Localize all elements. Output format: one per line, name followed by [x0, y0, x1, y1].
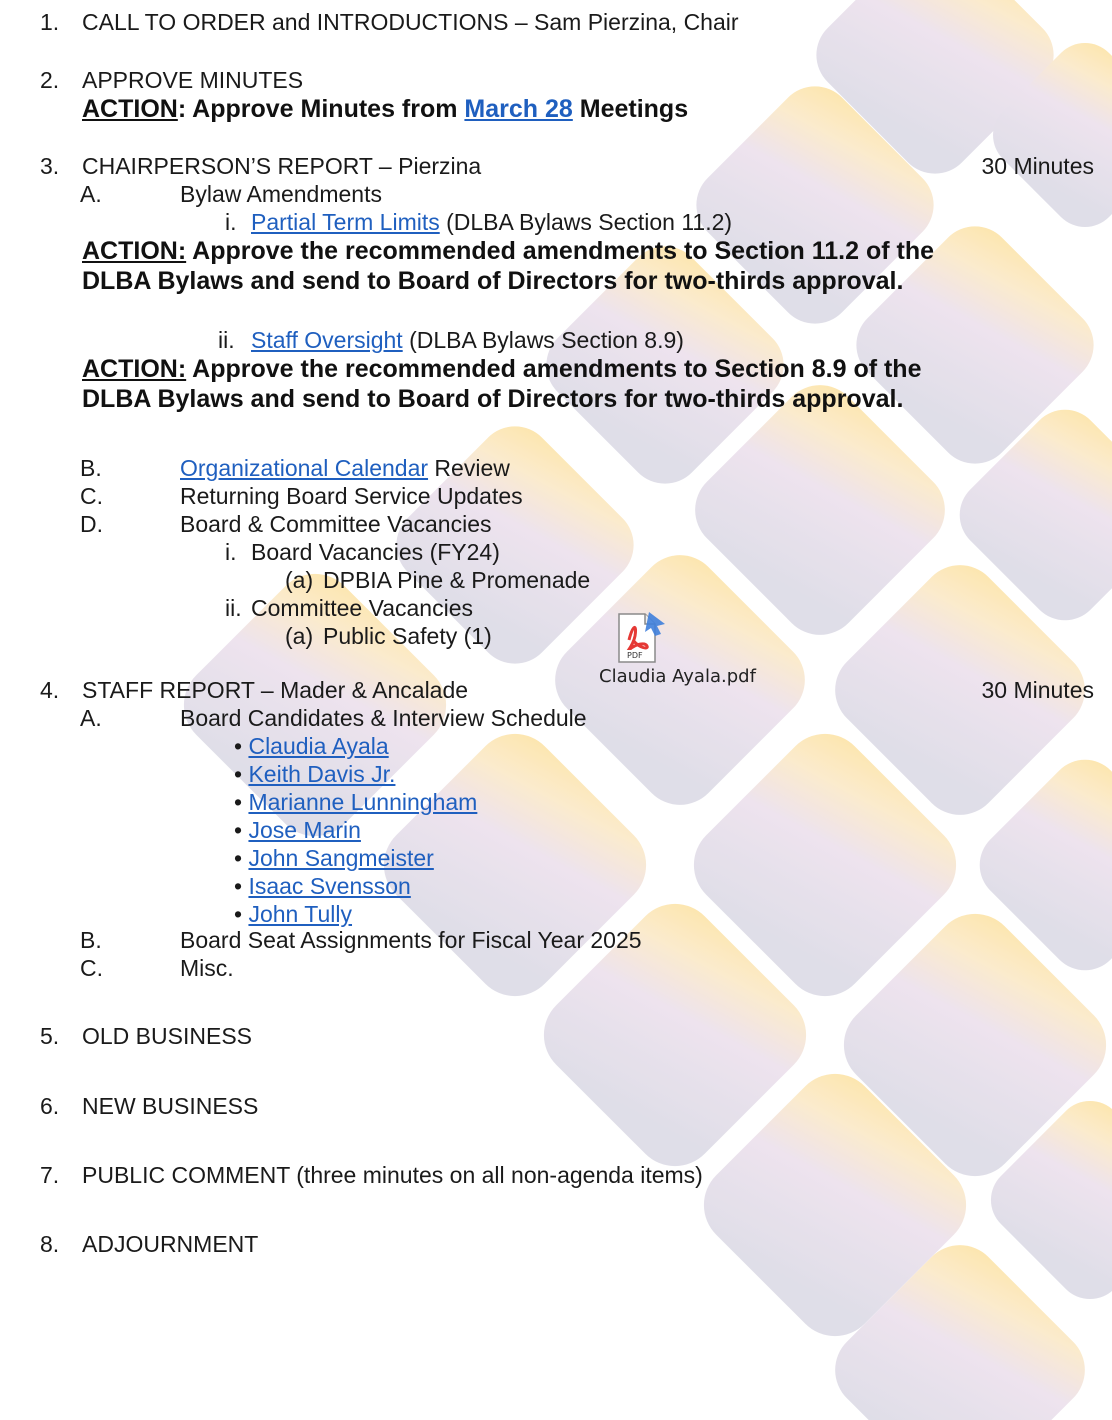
link-staff-oversight[interactable]: Staff Oversight [251, 327, 403, 353]
agenda-item-5 [40, 1022, 252, 1050]
agenda-item-6 [40, 1092, 259, 1120]
sub-text: Committee Vacancies [251, 595, 473, 621]
subitem-3d-i-a [285, 566, 591, 594]
subitem-3d-ii [225, 594, 473, 622]
action-keyword: ACTION: [82, 355, 187, 383]
agenda-item-4 [40, 676, 469, 704]
action-text: Approve the recommended amendments to Section 8.9 of the [186, 355, 922, 383]
sub-letter: B. [80, 455, 102, 481]
agenda-item-8 [40, 1230, 259, 1258]
item-number: 8. [40, 1231, 60, 1257]
action-keyword: ACTION [82, 95, 178, 123]
item-number: 7. [40, 1162, 60, 1188]
subitem-3b [80, 454, 510, 482]
sub-text: DPBIA Pine & Promenade [323, 567, 591, 593]
item-duration: 30 Minutes [981, 153, 1094, 179]
item-title: STAFF REPORT – Mader & Ancalade [82, 677, 469, 703]
sub-title: Returning Board Service Updates [180, 483, 523, 509]
link-candidate[interactable]: Marianne Lunningham [248, 789, 478, 815]
sub-marker: (a) [285, 567, 314, 593]
candidate-item: • Claudia Ayala [234, 733, 389, 759]
sub-text: Board Vacancies (FY24) [251, 539, 500, 565]
pdf-file-icon [611, 610, 671, 666]
subitem-3d [80, 510, 492, 538]
agenda-item-3 [40, 152, 482, 180]
item-title: CALL TO ORDER and INTRODUCTIONS – Sam Pierzina, Chair [82, 9, 739, 35]
item-title: CHAIRPERSON’S REPORT – Pierzina [82, 153, 482, 179]
sub-letter: A. [80, 705, 102, 731]
action-text: : Approve Minutes from [177, 95, 465, 123]
subitem-4c [80, 954, 234, 982]
sub-letter: C. [80, 955, 103, 981]
subitem-4a [80, 704, 587, 732]
action-text-line2: DLBA Bylaws and send to Board of Directors for two-thirds approval. [82, 267, 904, 295]
item-number: 4. [40, 677, 60, 703]
roman-numeral: ii. [218, 327, 235, 353]
candidate-item: • Keith Davis Jr. [234, 761, 396, 787]
roman-numeral: i. [225, 539, 237, 565]
agenda-item-7 [40, 1161, 703, 1189]
candidate-item: • John Tully [234, 901, 353, 927]
item-number: 3. [40, 153, 60, 179]
candidate-item: • Isaac Svensson [234, 873, 411, 899]
item-title: APPROVE MINUTES [82, 67, 304, 93]
sub-text: (DLBA Bylaws Section 8.9) [402, 327, 684, 353]
item-title: OLD BUSINESS [82, 1023, 252, 1049]
sub-title: Board Seat Assignments for Fiscal Year 2025 [180, 927, 642, 953]
item-number: 5. [40, 1023, 60, 1049]
subitem-3a [80, 180, 382, 208]
sub-text: Public Safety (1) [323, 623, 492, 649]
sub-letter: B. [80, 927, 102, 953]
sub-title: Bylaw Amendments [180, 181, 382, 207]
link-partial-term-limits[interactable]: Partial Term Limits [251, 209, 440, 235]
link-candidate[interactable]: Jose Marin [248, 817, 361, 843]
sub-title: Board Candidates & Interview Schedule [180, 705, 587, 731]
subitem-3c [80, 482, 523, 510]
item-duration: 30 Minutes [981, 677, 1094, 703]
action-keyword: ACTION: [82, 237, 187, 265]
item-number: 2. [40, 67, 60, 93]
sub-letter: D. [80, 511, 103, 537]
link-candidate[interactable]: Keith Davis Jr. [248, 761, 396, 787]
item-title: PUBLIC COMMENT (three minutes on all non-agenda items) [82, 1162, 703, 1188]
sub-title: Misc. [180, 955, 234, 981]
sub-letter: C. [80, 483, 103, 509]
sub-title: Board & Committee Vacancies [180, 511, 492, 537]
subitem-3a-i [225, 208, 733, 236]
roman-numeral: i. [225, 209, 237, 235]
sub-text: (DLBA Bylaws Section 11.2) [439, 209, 733, 235]
action-text: Meetings [572, 95, 689, 123]
item-title: ADJOURNMENT [82, 1231, 259, 1257]
subitem-4b [80, 926, 642, 954]
sub-letter: A. [80, 181, 102, 207]
link-candidate[interactable]: Isaac Svensson [248, 873, 411, 899]
candidate-item: • Marianne Lunningham [234, 789, 478, 815]
attachment-filename[interactable]: Claudia Ayala.pdf [599, 666, 756, 687]
link-organizational-calendar[interactable]: Organizational Calendar [180, 455, 429, 481]
sub-marker: (a) [285, 623, 314, 649]
sub-text: Review [428, 455, 510, 481]
action-section-8-9 [82, 354, 921, 384]
roman-numeral: ii. [225, 595, 242, 621]
link-candidate[interactable]: John Tully [248, 901, 353, 927]
action-approve-minutes [82, 94, 688, 124]
link-candidate[interactable]: John Sangmeister [248, 845, 434, 871]
subitem-3a-ii [218, 326, 684, 354]
candidate-item: • John Sangmeister [234, 845, 434, 871]
action-text-line2: DLBA Bylaws and send to Board of Directors for two-thirds approval. [82, 385, 904, 413]
item-number: 6. [40, 1093, 60, 1119]
svg-text:PDF: PDF [627, 651, 643, 660]
candidate-item: • Jose Marin [234, 817, 361, 843]
subitem-3d-i [225, 538, 500, 566]
action-section-11-2 [82, 236, 934, 266]
subitem-3d-ii-a [285, 622, 492, 650]
agenda-item-1 [40, 8, 739, 36]
item-title: NEW BUSINESS [82, 1093, 259, 1119]
item-number: 1. [40, 9, 60, 35]
link-candidate[interactable]: Claudia Ayala [248, 733, 389, 759]
action-text: Approve the recommended amendments to Section 11.2 of the [186, 237, 935, 265]
link-march-28-minutes[interactable]: March 28 [464, 95, 573, 123]
agenda-item-2 [40, 66, 304, 94]
